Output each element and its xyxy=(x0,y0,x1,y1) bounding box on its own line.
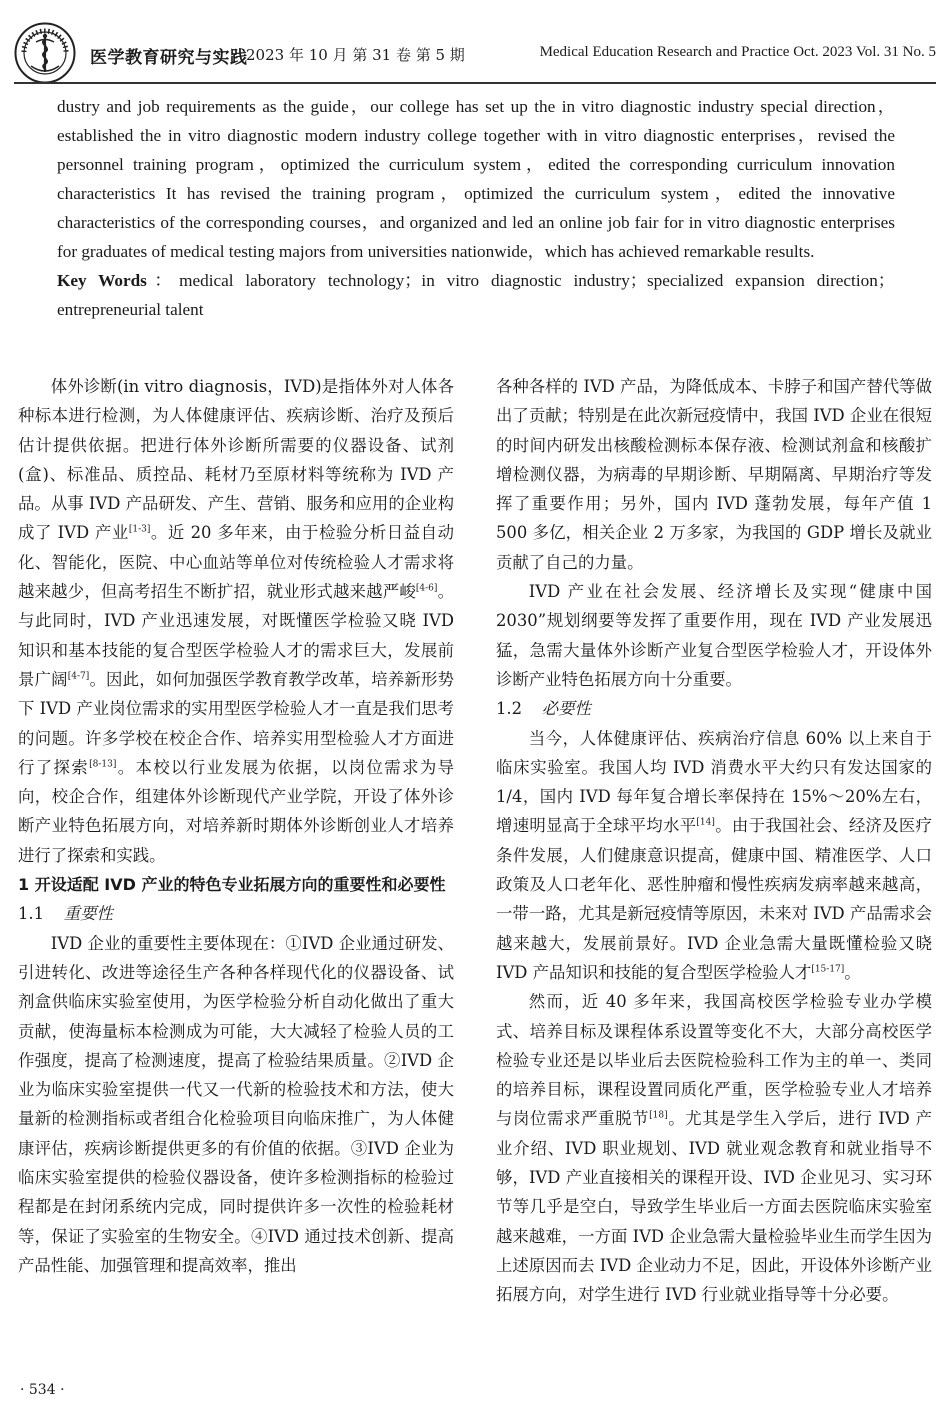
abstract-body: dustry and job requirements as the guide，our college has set up the in vitro diagnostic industry special direction，established the in vitro diagnostic modern industry college together with in vitro diagnostic enterprises，revised the personnel training program，optimized the curriculum system，edited the corresponding curriculum innovation characteristics It has revised the training program，optimized the curriculum system，edited the innovative characteristics of the corresponding courses，and organized and led an online job fair for in vitro diagnostic enterprises for graduates of medical testing majors from universities nationwide，which has achieved remarkable results. xyxy=(57,97,895,261)
citation: [18] xyxy=(649,1110,668,1121)
page-number: · 534 · xyxy=(20,1382,65,1398)
citation: [14] xyxy=(696,817,715,828)
education-gap-paragraph: 然而，近 40 多年来，我国高校医学检验专业办学模式、培养目标及课程体系设置等变化不大，大部分高校医学检验专业还是以毕业后去医院检验科工作为主的单一、类同的培养目标，课程设置同质化严重，医学检验专业人才培养与岗位需求严重脱节[18]。尤其是学生入学后，进行 IVD 产业介绍、IVD 职业规划、IVD 就业观念教育和就业指导不够，IVD 产业直接相关的课程开设、IVD 企业见习、实习环节等几乎是空白，导致学生毕业后一方面去医院临床实验室越来越难，一方面 IVD 企业急需大量检验毕业生而学生因为上述原因而去 IVD 企业动力不足，因此，开设体外诊断产业拓展方向，对学生进行 IVD 行业就业指导等十分必要。 xyxy=(496,992,933,1305)
citation: [8-13] xyxy=(89,759,117,770)
keywords-list: ：medical laboratory technology；in vitro diagnostic industry；specialized expansion direction；entrepreneurial talent xyxy=(57,271,895,319)
citation: [15-17] xyxy=(811,964,845,975)
page-header xyxy=(14,22,936,84)
citation: [1-3] xyxy=(128,525,151,536)
right-column xyxy=(496,372,932,1310)
intro-paragraph: 体外诊断(in vitro diagnosis，IVD)是指体外对人体各种标本进行检测，为人体健康评估、疾病诊断、治疗及预后估计提供依据。把进行体外诊断所需要的仪器设备、试剂(盒)、标准品、质控品、耗材乃至原材料等统称为 IVD 产品。从事 IVD 产品研发、产生、营销、服务和应用的企业构成了 IVD 产业[1-3]。近 20 多年来，由于检验分析日益自动化、智能化，医院、中心血站等单位对传统检验人才需求将越来越少，但高考招生不断扩招，就业形式越来越严峻[4-6]。与此同时，IVD 产业迅速发展，对既懂医学检验又晓 IVD 知识和基本技能的复合型医学检验人才的需求巨大，发展前景广阔[4-7]。因此，如何加强医学教育教学改革，培养新形势下 IVD 产业岗位需求的实用型医学检验人才一直是我们思考的问题。许多学校在校企合作、培养实用型检验人才方面进行了探索[8-13]。本校以行业发展为依据，以岗位需求为导向，校企合作，组建体外诊断现代产业学院，开设了体外诊断产业特色拓展方向，对培养新时期体外诊断创业人才培养进行了探索和实践。 xyxy=(18,377,455,865)
importance-paragraph: IVD 企业的重要性主要体现在：①IVD 企业通过研发、引进转化、改进等途径生产各种各样现代化的仪器设备、试剂盒供临床实验室使用，为医学检验分析自动化做出了重大贡献，使海量标本检测成为可能，大大减轻了检验人员的工作强度，提高了检测速度，提高了检验结果质量。②IVD 企业为临床实验室提供一代又一代新的检验技术和方法，使大量新的检测指标或者组合化检验项目向临床推广，为人体健康评估，疾病诊断提供更多的有价值的依据。③IVD 企业为临床实验室提供的检验仪器设备，使许多检测指标的检验过程都是在封闭系统内完成，同时提供许多一次性的检验耗材等，保证了实验室的生物安全。④IVD 通过技术创新、提高产品性能、加强管理和提高效率，推出 xyxy=(18,933,454,1275)
continued-paragraph: 各种各样的 IVD 产品，为降低成本、卡脖子和国产替代等做出了贡献；特别是在此次新冠疫情中，我国 IVD 企业在很短的时间内研发出核酸检测标本保存液、检测试剂盒和核酸扩增检测仪器，为病毒的早期诊断、早期隔离、早期治疗等发挥了重要作用；另外，国内 IVD 蓬勃发展，每年产值 1 500 多亿，相关企业 2 万多家，为我国的 GDP 增长及就业贡献了自己的力量。 xyxy=(496,377,932,572)
section-heading-1-1: 1.1 重要性 xyxy=(18,904,113,924)
issue-info-cn: 2023 年 10 月 第 31 卷 第 5 期 xyxy=(246,46,465,64)
section-heading-1-2: 1.2 必要性 xyxy=(496,699,591,719)
citation: [4-7] xyxy=(67,671,90,682)
ivd-industry-paragraph: IVD 产业在社会发展、经济增长及实现“健康中国 2030”规划纲要等发挥了重要作用，现在 IVD 产业发展迅猛，急需大量体外诊断产业复合型医学检验人才，开设体外诊断产业特色拓展方向十分重要。 xyxy=(496,582,932,689)
journal-name: 医学教育研究与实践 xyxy=(90,48,248,68)
left-column xyxy=(18,372,454,1280)
keywords-label: Key Words xyxy=(57,271,147,290)
section-heading-1: 1 开设适配 IVD 产业的特色专业拓展方向的重要性和必要性 xyxy=(18,875,446,895)
keywords-line xyxy=(57,266,895,324)
english-abstract xyxy=(57,92,895,324)
caduceus-seal-icon xyxy=(14,22,76,84)
header-divider xyxy=(14,82,936,84)
issue-info-en: Medical Education Research and Practice Oct. 2023 Vol. 31 No. 5 xyxy=(539,44,936,60)
necessity-paragraph: 当今，人体健康评估、疾病治疗信息 60% 以上来自于临床实验室。我国人均 IVD 消费水平大约只有发达国家的 1/4，国内 IVD 每年复合增长率保持在 15%～20%左右，增速明显高于全球平均水平[14]。由于我国社会、经济及医疗条件发展，人们健康意识提高，健康中国、精准医学、人口政策及人口老年化、恶性肿瘤和慢性疾病发病率越来越高，一带一路，尤其是新冠疫情等原因，未来对 IVD 产品需求会越来越大，发展前景好。IVD 企业急需大量既懂检验又晓 IVD 产品知识和技能的复合型医学检验人才[15-17]。 xyxy=(496,728,933,982)
citation: [4-6] xyxy=(415,583,438,594)
